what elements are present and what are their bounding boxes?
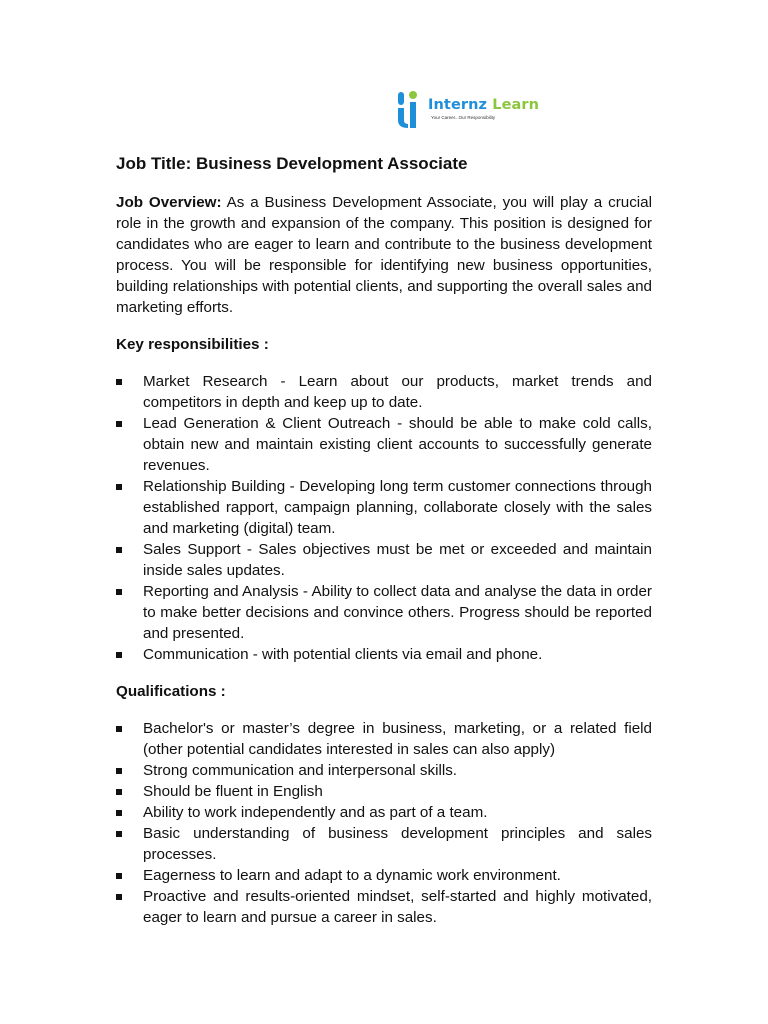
list-item bbox=[116, 760, 652, 781]
responsibilities-heading: Key responsibilities : bbox=[116, 336, 269, 353]
internz-learn-logo-icon bbox=[396, 90, 426, 130]
list-item-text: Market Research - Learn about our products, market trends and competitors in depth and keep up to date. bbox=[143, 373, 652, 411]
list-item bbox=[116, 539, 652, 581]
list-item-text: Ability to work independently and as part of a team. bbox=[143, 804, 488, 821]
qualifications-list bbox=[116, 718, 652, 928]
logo-word-learn: Learn bbox=[492, 97, 540, 113]
list-item bbox=[116, 865, 652, 886]
bullet-square-icon bbox=[116, 789, 122, 795]
list-item-text: Sales Support - Sales objectives must be met or exceeded and maintain inside sales updates. bbox=[143, 541, 652, 579]
qualifications-heading: Qualifications : bbox=[116, 683, 226, 700]
list-item bbox=[116, 644, 652, 665]
list-item bbox=[116, 581, 652, 644]
bullet-square-icon bbox=[116, 589, 122, 595]
list-item-text: Basic understanding of business development principles and sales processes. bbox=[143, 825, 652, 863]
list-item bbox=[116, 781, 652, 802]
bullet-square-icon bbox=[116, 652, 122, 658]
list-item-text: Reporting and Analysis - Ability to collect data and analyse the data in order to make better decisions and convince others. Progress should be reported and presented. bbox=[143, 583, 652, 642]
bullet-square-icon bbox=[116, 831, 122, 837]
job-title: Job Title: Business Development Associate bbox=[116, 154, 468, 173]
bullet-square-icon bbox=[116, 484, 122, 490]
bullet-square-icon bbox=[116, 379, 122, 385]
list-item-text: Lead Generation & Client Outreach - should be able to make cold calls, obtain new and maintain existing client accounts to successfully generate revenues. bbox=[143, 415, 652, 474]
bullet-square-icon bbox=[116, 894, 122, 900]
bullet-square-icon bbox=[116, 873, 122, 879]
list-item-text: Eagerness to learn and adapt to a dynamic work environment. bbox=[143, 867, 561, 884]
logo-tagline: Your Career...Our Responsibility bbox=[431, 115, 496, 120]
list-item bbox=[116, 413, 652, 476]
list-item-text: Relationship Building - Developing long term customer connections through established rapport, campaign planning, collaborate closely with the sales and marketing (digital) team. bbox=[143, 478, 652, 537]
list-item bbox=[116, 476, 652, 539]
bullet-square-icon bbox=[116, 726, 122, 732]
list-item bbox=[116, 371, 652, 413]
list-item-text: Communication - with potential clients via email and phone. bbox=[143, 646, 543, 663]
list-item-text: Bachelor's or master’s degree in business, marketing, or a related field (other potential candidates interested in sales can also apply) bbox=[143, 720, 652, 758]
list-item bbox=[116, 823, 652, 865]
list-item bbox=[116, 886, 652, 928]
logo-word-internz: Internz bbox=[428, 97, 488, 113]
responsibilities-list bbox=[116, 371, 652, 665]
list-item-text: Strong communication and interpersonal skills. bbox=[143, 762, 458, 779]
list-item bbox=[116, 718, 652, 760]
list-item bbox=[116, 802, 652, 823]
document-body bbox=[116, 152, 652, 928]
bullet-square-icon bbox=[116, 421, 122, 427]
company-logo bbox=[396, 88, 540, 132]
logo-wordmark bbox=[428, 97, 539, 113]
job-overview bbox=[116, 192, 652, 318]
list-item-text: Proactive and results-oriented mindset, self-started and highly motivated, eager to learn and pursue a career in sales. bbox=[143, 888, 652, 926]
list-item-text: Should be fluent in English bbox=[143, 783, 323, 800]
job-overview-text: As a Business Development Associate, you will play a crucial role in the growth and expansion of the company. This position is designed for candidates who are eager to learn and contribute to the business development process. You will be responsible for identifying new business opportunities, building relationships with potential clients, and supporting the overall sales and marketing efforts. bbox=[116, 194, 652, 316]
bullet-square-icon bbox=[116, 547, 122, 553]
bullet-square-icon bbox=[116, 810, 122, 816]
job-overview-label: Job Overview: bbox=[116, 194, 222, 211]
bullet-square-icon bbox=[116, 768, 122, 774]
